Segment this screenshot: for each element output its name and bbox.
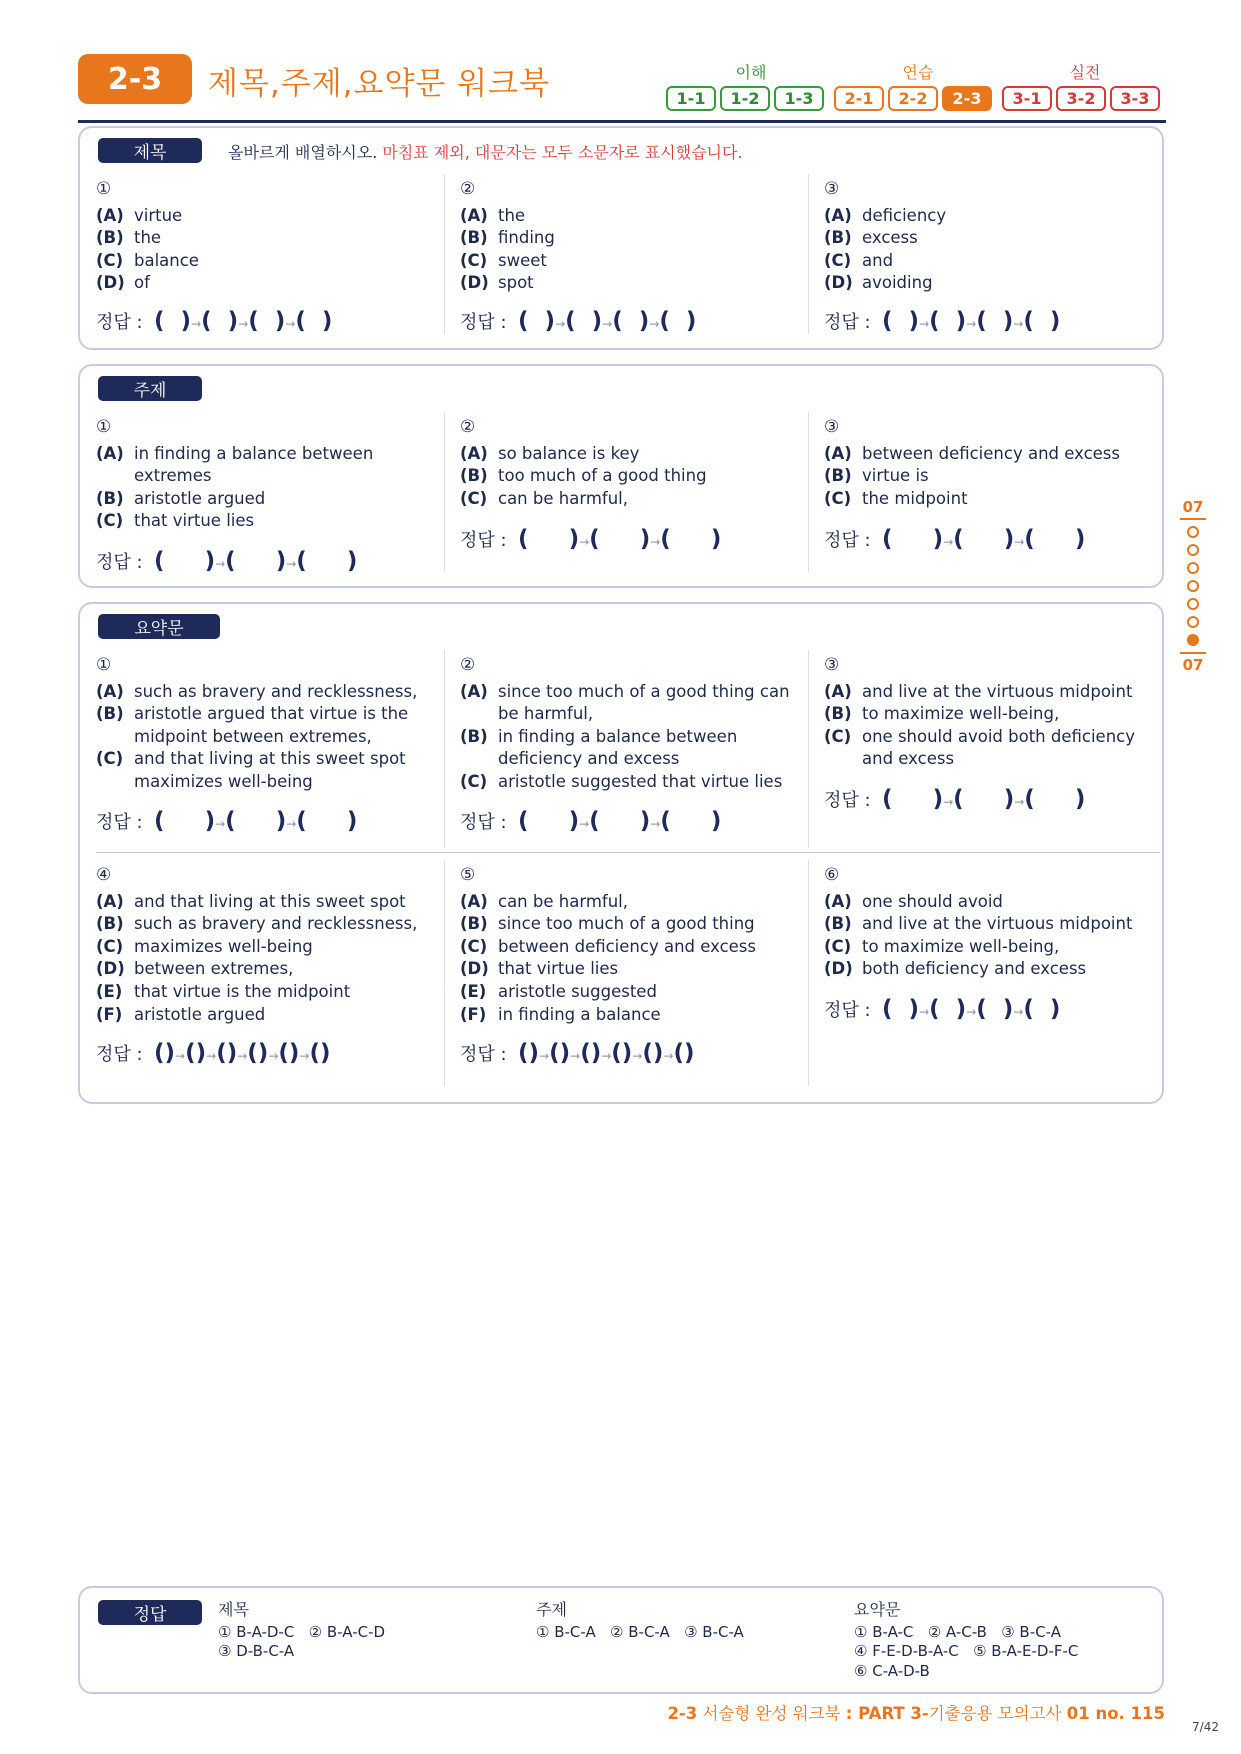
tab-1-3[interactable]: 1-3 xyxy=(774,86,824,111)
group-label-practice: 연습 xyxy=(902,63,934,82)
tab-2-1[interactable]: 2-1 xyxy=(834,86,884,111)
index-circle-icon xyxy=(1187,616,1199,628)
summary-item-3: ③ (A) and live at the virtuous midpoint (B) to maximize well-being, (C) one should avoid both deficiency and excess xyxy=(824,655,1135,769)
topic-section xyxy=(78,364,1164,588)
tab-1-1[interactable]: 1-1 xyxy=(666,86,716,111)
group-label-understand: 이해 xyxy=(735,63,767,82)
summary-answer-4[interactable]: 정답 : ()→()→()→()→()→() xyxy=(96,1040,331,1066)
answer-key-title: 제목 ① B-A-D-C ② B-A-C-D ③ D-B-C-A xyxy=(218,1600,386,1660)
index-circle-icon xyxy=(1187,562,1199,574)
answer-key xyxy=(78,1586,1164,1694)
title-item-2: ② (A) the (B) finding (C) sweet (D) spot xyxy=(460,179,555,293)
answer-key-topic: 주제 ① B-C-A ② B-C-A ③ B-C-A xyxy=(536,1600,744,1641)
title-answer-3[interactable]: 정답 : ( )→( )→( )→( ) xyxy=(824,308,1061,334)
title-answer-2[interactable]: 정답 : ( )→( )→( )→( ) xyxy=(460,308,697,334)
index-circle-icon xyxy=(1187,580,1199,592)
tab-3-1[interactable]: 3-1 xyxy=(1002,86,1052,111)
topic-item-1: ① (A) in finding a balance between extremes (B) aristotle argued (C) that virtue lies xyxy=(96,417,374,531)
summary-answer-1[interactable]: 정답 : ( )→( )→( ) xyxy=(96,808,358,834)
summary-item-2: ② (A) since too much of a good thing can be harmful, (B) in finding a balance between deficiency and excess (C) aristotle suggested that virtue lies xyxy=(460,655,790,791)
tab-2-3[interactable]: 2-3 xyxy=(942,86,992,111)
section-tag-topic: 주제 xyxy=(98,376,202,401)
tab-3-3[interactable]: 3-3 xyxy=(1110,86,1160,111)
summary-section xyxy=(78,602,1164,1104)
page-title: 제목,주제,요약문 워크북 xyxy=(208,66,551,102)
tab-1-2[interactable]: 1-2 xyxy=(720,86,770,111)
topic-answer-2[interactable]: 정답 : ( )→( )→( ) xyxy=(460,526,722,552)
title-answer-1[interactable]: 정답 : ( )→( )→( )→( ) xyxy=(96,308,333,334)
summary-answer-5[interactable]: 정답 : ()→()→()→()→()→() xyxy=(460,1040,695,1066)
index-circle-icon xyxy=(1187,544,1199,556)
summary-item-6: ⑥ (A) one should avoid (B) and live at the virtuous midpoint (C) to maximize well-being, (D) both deficiency and excess xyxy=(824,865,1133,979)
index-circle-icon xyxy=(1187,526,1199,538)
summary-item-5: ⑤ (A) can be harmful, (B) since too much of a good thing (C) between deficiency and excess (D) that virtue lies (E) aristotle suggested (F) in finding a balance xyxy=(460,865,756,1024)
summary-answer-2[interactable]: 정답 : ( )→( )→( ) xyxy=(460,808,722,834)
title-item-1: ① (A) virtue (B) the (C) balance (D) of xyxy=(96,179,199,293)
summary-item-1: ① (A) such as bravery and recklessness, (B) aristotle argued that virtue is the midpoint between extremes, (C) and that living at this sweet spot maximizes well-being xyxy=(96,655,418,791)
tab-3-2[interactable]: 3-2 xyxy=(1056,86,1106,111)
instruction: 올바르게 배열하시오. 마침표 제외, 대문자는 모두 소문자로 표시했습니다. xyxy=(228,143,743,162)
topic-answer-1[interactable]: 정답 : ( )→( )→( ) xyxy=(96,548,358,574)
section-tag-summary: 요약문 xyxy=(98,614,220,639)
side-index: 07 07 xyxy=(1180,498,1206,674)
page-number: 7/42 xyxy=(1192,1720,1219,1734)
topic-item-2: ② (A) so balance is key (B) too much of a good thing (C) can be harmful, xyxy=(460,417,707,508)
unit-badge: 2-3 xyxy=(78,54,192,104)
group-label-real: 실전 xyxy=(1069,63,1101,82)
header-rule xyxy=(78,120,1166,123)
topic-answer-3[interactable]: 정답 : ( )→( )→( ) xyxy=(824,526,1086,552)
answer-key-summary: 요약문 ① B-A-C ② A-C-B ③ B-C-A ④ F-E-D-B-A-C ⑤ B-A-E-D-F-C ⑥ C-A-D-B xyxy=(854,1600,1079,1680)
summary-answer-6[interactable]: 정답 : ( )→( )→( )→( ) xyxy=(824,996,1061,1022)
summary-answer-3[interactable]: 정답 : ( )→( )→( ) xyxy=(824,786,1086,812)
footer-text: 2-3 서술형 완성 워크북 : PART 3-기출응용 모의고사 01 no. 115 xyxy=(667,1704,1165,1723)
index-circle-filled-icon xyxy=(1187,634,1199,646)
section-tag-title: 제목 xyxy=(98,138,202,163)
answer-key-tag: 정답 xyxy=(98,1600,202,1625)
topic-item-3: ③ (A) between deficiency and excess (B) virtue is (C) the midpoint xyxy=(824,417,1120,508)
title-section xyxy=(78,126,1164,350)
title-item-3: ③ (A) deficiency (B) excess (C) and (D) avoiding xyxy=(824,179,947,293)
index-circle-icon xyxy=(1187,598,1199,610)
tab-2-2[interactable]: 2-2 xyxy=(888,86,938,111)
summary-item-4: ④ (A) and that living at this sweet spot (B) such as bravery and recklessness, (C) maximizes well-being (D) between extremes, (E) that virtue is the midpoint (F) aristotle argued xyxy=(96,865,418,1024)
